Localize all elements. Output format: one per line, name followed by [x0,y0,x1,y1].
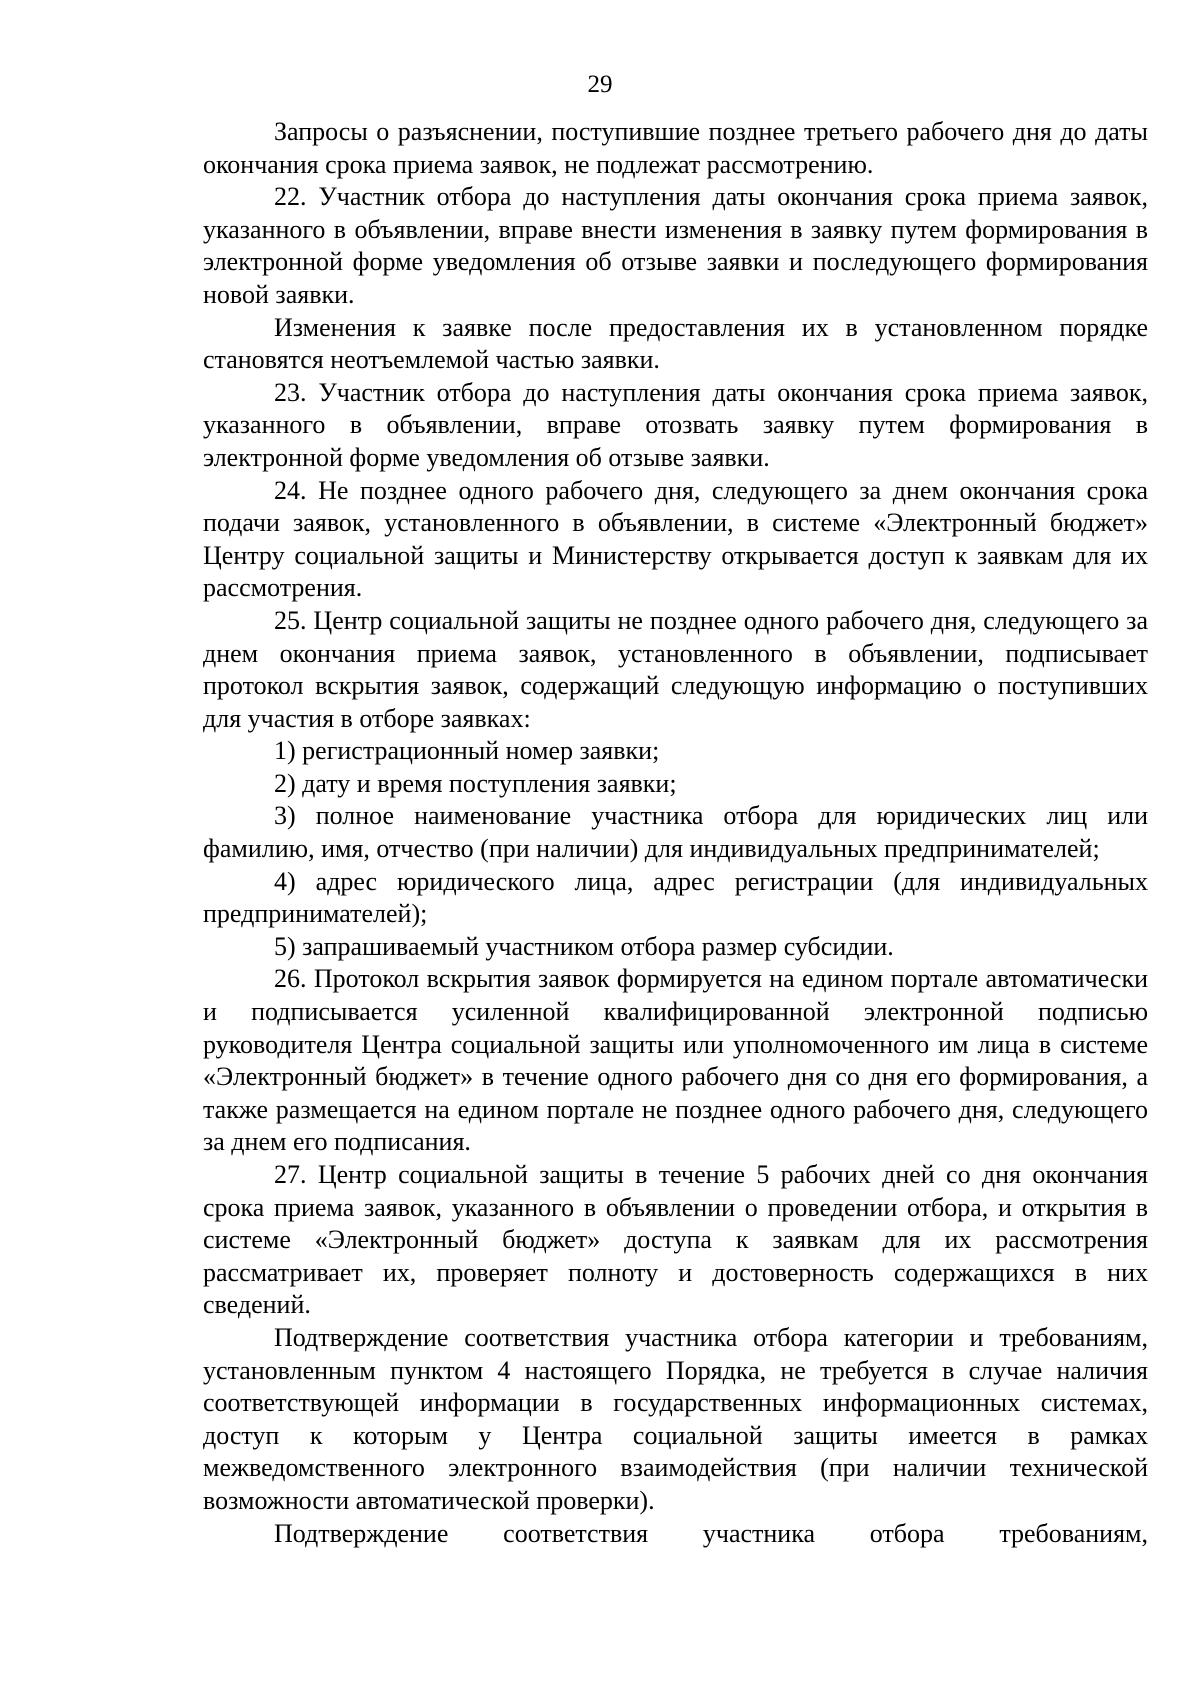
paragraph-item-22: 22. Участник отбора до наступления даты окончания срока приема заявок, указанного в объявлении, вправе внести изменения в заявку путем формирования в электронной форме уведомления об отзыве заявки и последующего формирования новой заявки. [203,182,1148,309]
paragraph-item-23: 23. Участник отбора до наступления даты окончания срока приема заявок, указанного в объявлении, вправе отозвать заявку путем формирования в электронной форме уведомления об отзыве заявки. [203,377,1148,472]
list-item-5: 5) запрашиваемый участником отбора размер субсидии. [274,931,894,961]
paragraph-item-24: 24. Не позднее одного рабочего дня, следующего за днем окончания срока подачи заявок, установленного в объявлении, в системе «Электронный бюджет» Центру социальной защиты и Министерству открывается доступ к заявкам для их рассмотрения. [203,475,1148,603]
paragraph-item-25: 25. Центр социальной защиты не позднее одного рабочего дня, следующего за днем окончания приема заявок, установленного в объявлении, подписывает протокол вскрытия заявок, содержащий следующую информацию о поступивших для участия в отборе заявках: [203,605,1148,733]
list-item-1: 1) регистрационный номер заявки; [274,736,660,766]
document-body [203,116,1148,1550]
paragraph-compliance-continued: Подтверждение соответствия участника отбора требованиям, [274,1518,1148,1548]
list-item-3: 3) полное наименование участника отбора для юридических лиц или фамилию, имя, отчество (при наличии) для индивидуальных предпринимателей; [203,801,1148,864]
paragraph-item-27: 27. Центр социальной защиты в течение 5 рабочих дней со дня окончания срока приема заявок, указанного в объявлении о проведении отбора, и открытия в системе «Электронный бюджет» доступа к заявкам для их рассмотрения рассматривает их, проверяет полноту и достоверность содержащихся в них сведений. [203,1160,1148,1320]
paragraph-compliance-not-required: Подтверждение соответствия участника отбора категории и требованиям, установленным пунктом 4 настоящего Порядка, не требуется в случае наличия соответствующей информации в государственных информационных системах, доступ к которым у Центра социальной защиты имеется в рамках межведомственного электронного взаимодействия (при наличии технической возможности автоматической проверки). [203,1322,1148,1515]
list-item-4: 4) адрес юридического лица, адрес регистрации (для индивидуальных предпринимателей); [203,866,1148,929]
list-item-2: 2) дату и время поступления заявки; [274,768,677,798]
page-number: 29 [587,71,613,98]
paragraph-application-changes: Изменения к заявке после предоставления их в установленном порядке становятся неотъемлемой частью заявки. [203,312,1148,375]
paragraph-clarification-requests: Запросы о разъяснении, поступившие позднее третьего рабочего дня до даты окончания срока приема заявок, не подлежат рассмотрению. [203,117,1148,179]
paragraph-item-26: 26. Протокол вскрытия заявок формируется на едином портале автоматически и подписывается усиленной квалифицированной электронной подписью руководителя Центра социальной защиты или уполномоченного им лица в системе «Электронный бюджет» в течение одного рабочего дня со дня его формирования, а также размещается на едином портале не позднее одного рабочего дня, следующего за днем его подписания. [203,964,1148,1157]
